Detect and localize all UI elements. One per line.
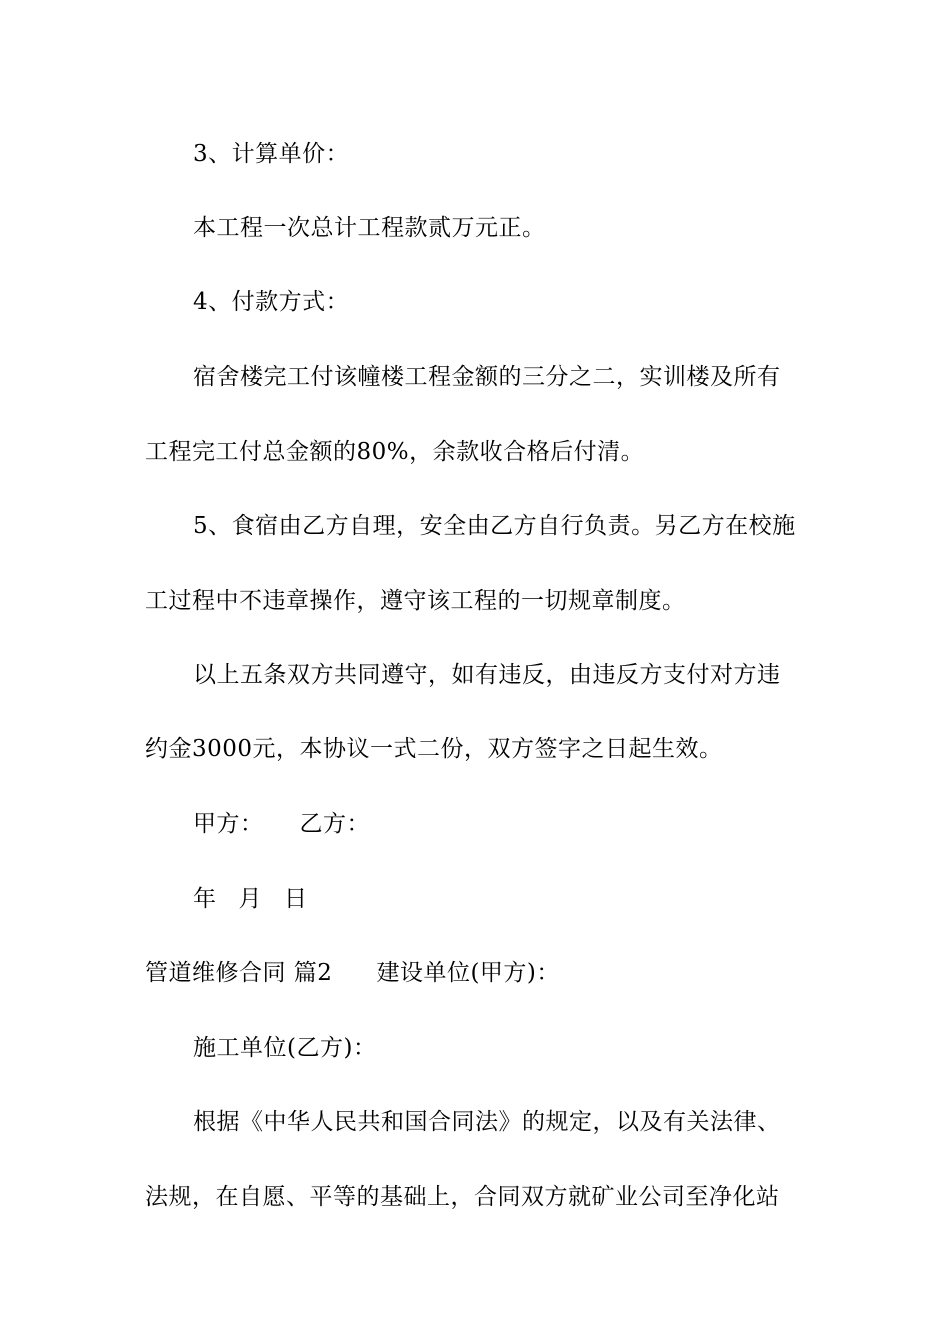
party-b-label: 乙方：: [299, 811, 370, 837]
penalty-line2: 约金3000元，本协议一式二份，双方签字之日起生效。: [145, 736, 723, 762]
item4-heading: 4、付款方式：: [193, 289, 350, 315]
item4-body-line1: 宿舍楼完工付该幢楼工程金额的三分之二，实训楼及所有: [193, 364, 781, 390]
item5-line1: 5、食宿由乙方自理，安全由乙方自行负责。另乙方在校施: [193, 513, 796, 539]
party-a-label: 甲方：: [193, 811, 264, 837]
date-line: [193, 884, 863, 914]
contract2-title-line: [145, 958, 815, 988]
item4-body-line2: 工程完工付总金额的80%，余款收合格后付清。: [145, 439, 645, 465]
item3-body: 本工程一次总计工程款贰万元正。: [193, 215, 546, 241]
contract2-client: 建设单位(甲方)：: [376, 960, 560, 986]
contract2-contractor: 施工单位(乙方)：: [193, 1035, 377, 1061]
signature-line: [193, 809, 863, 839]
item5-line2: 工过程中不违章操作，遵守该工程的一切规章制度。: [145, 588, 686, 614]
contract2-title: 管道维修合同 篇2: [145, 960, 333, 986]
penalty-line1: 以上五条双方共同遵守，如有违反，由违反方支付对方违: [193, 662, 781, 688]
item3-heading: 3、计算单价：: [193, 141, 350, 167]
contract2-intro-line2: 法规，在自愿、平等的基础上，合同双方就矿业公司至净化站: [145, 1184, 780, 1210]
contract2-intro-line1: 根据《中华人民共和国合同法》的规定，以及有关法律、: [193, 1109, 781, 1135]
date-month: 月: [238, 886, 262, 912]
date-day: 日: [284, 886, 308, 912]
date-year: 年: [193, 886, 217, 912]
